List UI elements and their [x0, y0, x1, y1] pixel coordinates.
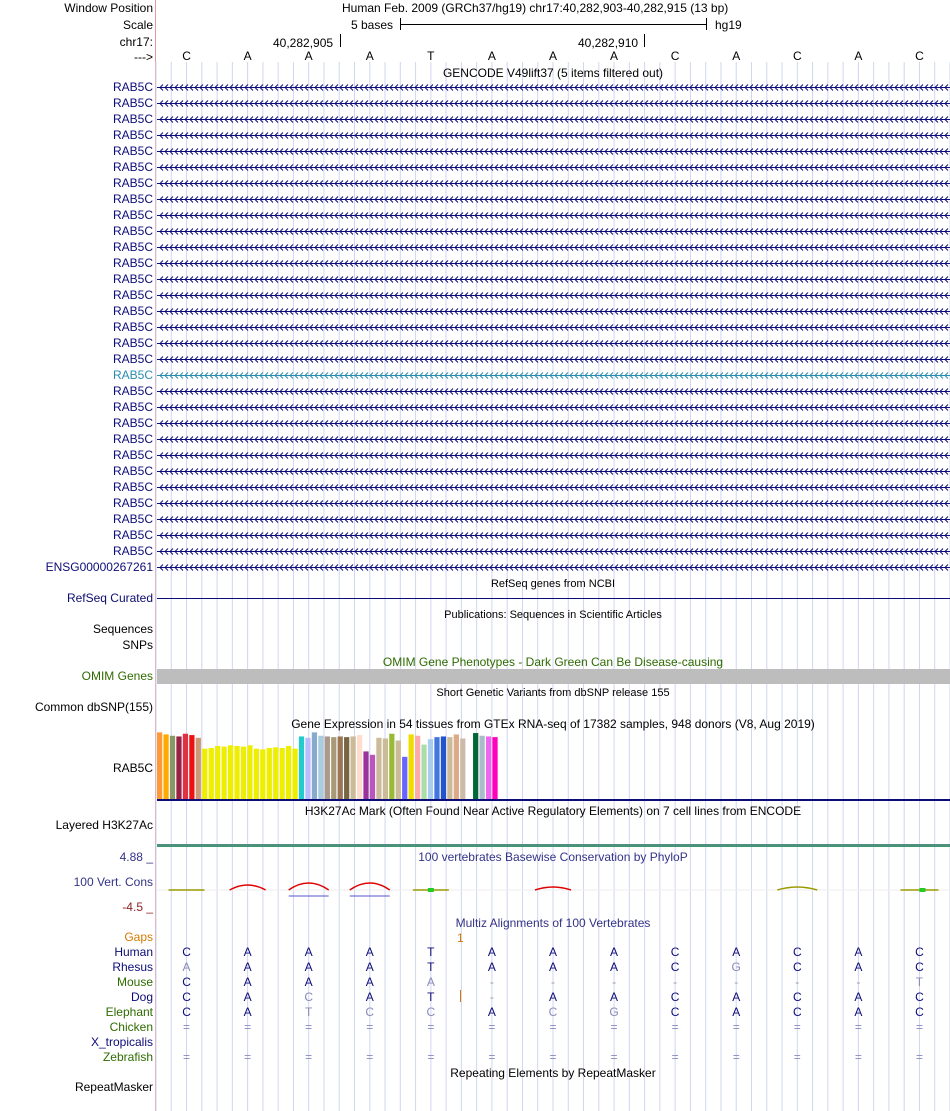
- aligned-base: A: [243, 960, 252, 974]
- aligned-base: A: [365, 945, 374, 959]
- gtex-label[interactable]: RAB5C: [112, 761, 153, 775]
- aligned-base: A: [304, 945, 313, 959]
- gencode-item-label[interactable]: RAB5C: [112, 544, 153, 558]
- aligned-base: =: [915, 1020, 923, 1034]
- reference-base: A: [243, 49, 252, 63]
- aligned-base: C: [182, 990, 191, 1004]
- gtex-tissue-bar: [183, 734, 188, 799]
- gencode-item-label[interactable]: RAB5C: [112, 240, 153, 254]
- aligned-base: =: [732, 1020, 740, 1034]
- aligned-base: -: [734, 975, 739, 989]
- aligned-base: T: [427, 990, 435, 1004]
- gtex-tissue-bar: [189, 735, 194, 799]
- aligned-base: =: [549, 1050, 557, 1064]
- aligned-base: =: [244, 1050, 252, 1064]
- dbsnp-title: Short Genetic Variants from dbSNP release 155: [436, 687, 670, 699]
- aligned-base: A: [854, 960, 863, 974]
- gtex-tissue-bar: [434, 737, 439, 799]
- reference-base: A: [732, 49, 741, 63]
- gencode-item-label[interactable]: RAB5C: [112, 144, 153, 158]
- gtex-tissue-bar: [409, 734, 414, 799]
- reference-base: A: [610, 49, 619, 63]
- publications-title: Publications: Sequences in Scientific Articles: [444, 609, 662, 621]
- gtex-tissue-bar: [241, 747, 246, 799]
- gtex-tissue-bar: [351, 736, 356, 799]
- gtex-tissue-bar: [215, 746, 220, 799]
- gtex-tissue-bar: [280, 748, 285, 799]
- aligned-base: G: [609, 1005, 619, 1019]
- aligned-base: A: [487, 945, 496, 959]
- aligned-base: C: [670, 1005, 680, 1019]
- coord-tick-2: 40,282,910: [578, 36, 639, 50]
- gaps-label[interactable]: Gaps: [124, 930, 153, 944]
- conservation-mark: [350, 883, 390, 890]
- scale-bar-right-tick: [706, 18, 707, 30]
- gencode-item-label[interactable]: RAB5C: [112, 368, 153, 382]
- aligned-base: A: [854, 1005, 863, 1019]
- aligned-base: G: [731, 960, 741, 974]
- aligned-base: A: [304, 975, 313, 989]
- gtex-expression-bars[interactable]: [156, 730, 950, 802]
- aligned-base: A: [610, 960, 619, 974]
- aligned-base: C: [182, 945, 191, 959]
- aligned-base: =: [915, 1050, 923, 1064]
- species-label[interactable]: Human: [114, 945, 153, 959]
- gtex-tissue-bar: [370, 755, 375, 799]
- gtex-tissue-bar: [196, 738, 201, 799]
- aligned-base: =: [549, 1020, 557, 1034]
- aligned-base: A: [548, 960, 557, 974]
- gtex-tissue-bar: [202, 749, 207, 799]
- gtex-tissue-bar: [454, 734, 459, 799]
- aligned-base: =: [427, 1020, 435, 1034]
- aligned-base: -: [673, 975, 678, 989]
- aligned-base: A: [243, 945, 252, 959]
- gtex-title: Gene Expression in 54 tissues from GTEx RNA-seq of 17382 samples, 948 donors (V8, Aug 2019): [291, 717, 815, 731]
- scale-bar-left-tick: [400, 18, 401, 30]
- conservation-green-mark: [428, 888, 434, 892]
- coord-tick-1: 40,282,905: [273, 36, 334, 50]
- aligned-base: A: [365, 990, 374, 1004]
- gencode-item-label[interactable]: RAB5C: [112, 528, 153, 542]
- aligned-base: A: [548, 945, 557, 959]
- aligned-base: C: [792, 945, 802, 959]
- gencode-item-label[interactable]: RAB5C: [112, 96, 153, 110]
- gtex-tissue-bar: [363, 751, 368, 799]
- aligned-base: -: [795, 975, 800, 989]
- aligned-base: A: [243, 1005, 252, 1019]
- reference-base: C: [792, 49, 802, 63]
- conservation-mark: [230, 885, 266, 890]
- aligned-base: A: [182, 960, 191, 974]
- species-label[interactable]: X_tropicalis: [90, 1035, 153, 1049]
- gencode-item-label[interactable]: RAB5C: [112, 464, 153, 478]
- gtex-tissue-bar: [389, 734, 394, 799]
- species-label[interactable]: Mouse: [116, 975, 153, 989]
- aligned-base: =: [183, 1020, 191, 1034]
- omim-label[interactable]: OMIM Genes: [81, 669, 153, 683]
- gtex-tissue-bar: [473, 733, 478, 799]
- aligned-base: C: [182, 975, 191, 989]
- conservation-min: -4.5 _: [122, 900, 153, 914]
- aligned-base: =: [610, 1020, 618, 1034]
- aligned-base: A: [854, 945, 863, 959]
- gencode-item-label[interactable]: RAB5C: [112, 320, 153, 334]
- repeatmasker-title: Repeating Elements by RepeatMasker: [450, 1066, 656, 1080]
- gtex-tissue-bar: [157, 732, 162, 799]
- aligned-base: =: [732, 1050, 740, 1064]
- aligned-base: A: [548, 990, 557, 1004]
- gencode-item-label[interactable]: RAB5C: [112, 160, 153, 174]
- aligned-base: A: [243, 975, 252, 989]
- aligned-base: T: [915, 975, 924, 989]
- aligned-base: C: [670, 990, 680, 1004]
- gtex-tissue-bar: [376, 738, 381, 799]
- gtex-tissue-bar: [222, 747, 227, 799]
- gtex-tissue-bar: [318, 736, 323, 799]
- aligned-base: =: [793, 1020, 801, 1034]
- species-label[interactable]: Zebrafish: [102, 1050, 153, 1064]
- gtex-tissue-bar: [273, 747, 278, 799]
- gencode-item-label[interactable]: RAB5C: [112, 416, 153, 430]
- gencode-item-label[interactable]: RAB5C: [112, 352, 153, 366]
- repeatmasker-label[interactable]: RepeatMasker: [74, 1080, 153, 1094]
- gtex-tissue-bar: [305, 738, 310, 799]
- refseq-gene-line[interactable]: [157, 598, 950, 599]
- aligned-base: C: [670, 960, 680, 974]
- omim-title: OMIM Gene Phenotypes - Dark Green Can Be Disease-causing: [382, 655, 724, 669]
- aligned-base: C: [792, 990, 802, 1004]
- h3k27ac-signal[interactable]: [157, 844, 950, 847]
- reference-base: C: [915, 49, 924, 63]
- aligned-base: =: [427, 1050, 435, 1064]
- species-label[interactable]: Elephant: [105, 1005, 153, 1019]
- h3k27ac-label[interactable]: Layered H3K27Ac: [55, 818, 153, 832]
- aligned-base: T: [427, 960, 435, 974]
- aligned-base: C: [915, 1005, 924, 1019]
- refseq-title: RefSeq genes from NCBI: [490, 578, 616, 590]
- gtex-tissue-bar: [460, 738, 465, 799]
- gencode-item-label[interactable]: RAB5C: [112, 80, 153, 94]
- aligned-base: A: [365, 960, 374, 974]
- gencode-item-label[interactable]: RAB5C: [112, 512, 153, 526]
- gencode-transcripts[interactable]: [156, 80, 950, 580]
- reference-base: A: [365, 49, 374, 63]
- aligned-base: A: [854, 990, 863, 1004]
- reference-base: C: [670, 49, 680, 63]
- aligned-base: A: [304, 960, 313, 974]
- gencode-item-label[interactable]: RAB5C: [112, 208, 153, 222]
- gencode-item-label[interactable]: RAB5C: [112, 304, 153, 318]
- gtex-tissue-bar: [421, 745, 426, 799]
- conservation-label[interactable]: 100 Vert. Cons: [73, 875, 153, 889]
- aligned-base: A: [732, 945, 741, 959]
- gencode-item-label[interactable]: ENSG00000267261: [45, 560, 153, 574]
- gtex-tissue-bar: [170, 736, 175, 799]
- aligned-base: T: [305, 1005, 313, 1019]
- gencode-item-label[interactable]: RAB5C: [112, 288, 153, 302]
- aligned-base: =: [488, 1020, 496, 1034]
- aligned-base: A: [365, 975, 374, 989]
- gtex-tissue-bar: [260, 749, 265, 799]
- h3k27ac-title: H3K27Ac Mark (Often Found Near Active Regulatory Elements) on 7 cell lines from ENCODE: [304, 804, 802, 818]
- aligned-base: -: [612, 975, 617, 989]
- aligned-base: =: [305, 1050, 313, 1064]
- aligned-base: C: [304, 990, 314, 1004]
- gencode-item-label[interactable]: RAB5C: [112, 384, 153, 398]
- gtex-tissue-bar: [325, 736, 330, 799]
- aligned-base: A: [426, 975, 435, 989]
- gencode-title: GENCODE V49lift37 (5 items filtered out): [442, 66, 664, 80]
- scale-label: Scale: [122, 18, 153, 32]
- gtex-tissue-bar: [447, 737, 452, 799]
- gtex-tissue-bar: [163, 734, 168, 799]
- aligned-base: A: [487, 1005, 496, 1019]
- gtex-baseline: [157, 799, 950, 801]
- chrom-label: chr17:: [119, 35, 153, 49]
- reference-base: A: [548, 49, 557, 63]
- gtex-tissue-bar: [402, 757, 407, 799]
- conservation-graph[interactable]: [156, 870, 950, 910]
- dbsnp-label[interactable]: Common dbSNP(155): [34, 700, 153, 714]
- aligned-base: =: [305, 1020, 313, 1034]
- conservation-title: 100 vertebrates Basewise Conservation by PhyloP: [418, 850, 688, 864]
- publications-label-line1[interactable]: Sequences: [92, 622, 153, 636]
- gtex-tissue-bar: [480, 736, 485, 799]
- gtex-tissue-bar: [292, 749, 297, 799]
- gtex-tissue-bar: [357, 735, 362, 799]
- coord-tick-2-mark: [644, 34, 645, 47]
- aligned-base: A: [243, 990, 252, 1004]
- gtex-tissue-bar: [338, 736, 343, 799]
- window-position-label: Window Position: [64, 1, 153, 15]
- aligned-base: =: [183, 1050, 191, 1064]
- aligned-base: C: [915, 990, 924, 1004]
- gtex-tissue-bar: [344, 737, 349, 799]
- assembly-label: hg19: [715, 18, 742, 32]
- publications-label-line2[interactable]: SNPs: [122, 638, 153, 652]
- gtex-tissue-bar: [486, 736, 491, 799]
- coord-tick-1-mark: [340, 34, 341, 47]
- gtex-tissue-bar: [247, 745, 252, 799]
- aligned-base: =: [671, 1050, 679, 1064]
- aligned-base: =: [488, 1050, 496, 1064]
- reference-base: T: [427, 49, 435, 63]
- aligned-base: =: [366, 1020, 374, 1034]
- aligned-base: C: [915, 960, 924, 974]
- gtex-tissue-bar: [267, 748, 272, 799]
- gtex-tissue-bar: [286, 746, 291, 799]
- aligned-base: =: [793, 1050, 801, 1064]
- gencode-item-label[interactable]: RAB5C: [112, 272, 153, 286]
- insertion-mark: [460, 990, 461, 1002]
- gencode-item-label[interactable]: RAB5C: [112, 112, 153, 126]
- gtex-tissue-bar: [467, 741, 472, 799]
- gencode-item-label[interactable]: RAB5C: [112, 496, 153, 510]
- aligned-base: -: [551, 975, 555, 989]
- reference-base: A: [487, 49, 496, 63]
- scale-bar: [400, 24, 706, 25]
- aligned-base: =: [610, 1050, 618, 1064]
- gtex-tissue-bar: [396, 741, 401, 799]
- refseq-label[interactable]: RefSeq Curated: [66, 591, 153, 605]
- multiz-title: Multiz Alignments of 100 Vertebrates: [455, 916, 651, 930]
- gencode-item-label[interactable]: RAB5C: [112, 192, 153, 206]
- gtex-tissue-bar: [383, 738, 388, 799]
- gtex-tissue-bar: [234, 746, 239, 799]
- reference-base: A: [304, 49, 313, 63]
- gencode-item-label[interactable]: RAB5C: [112, 480, 153, 494]
- gencode-item-label[interactable]: RAB5C: [112, 224, 153, 238]
- species-label[interactable]: Rhesus: [112, 960, 153, 974]
- gencode-item-label[interactable]: RAB5C: [112, 128, 153, 142]
- gtex-tissue-bar: [176, 736, 181, 799]
- position-text: Human Feb. 2009 (GRCh37/hg19) chr17:40,282,903-40,282,915 (13 bp): [342, 1, 729, 15]
- gap-count: 1: [457, 931, 464, 945]
- gtex-tissue-bar: [428, 739, 433, 799]
- gtex-tissue-bar: [228, 745, 233, 799]
- gencode-item-label[interactable]: RAB5C: [112, 336, 153, 350]
- reference-base: A: [854, 49, 863, 63]
- gtex-tissue-bar: [299, 736, 304, 799]
- aligned-base: =: [366, 1050, 374, 1064]
- scale-text: 5 bases: [351, 18, 394, 32]
- aligned-base: C: [365, 1005, 375, 1019]
- aligned-base: =: [671, 1020, 679, 1034]
- aligned-base: A: [732, 990, 741, 1004]
- gtex-tissue-bar: [209, 748, 214, 799]
- species-label[interactable]: Dog: [130, 990, 153, 1004]
- conservation-max: 4.88 _: [119, 850, 153, 864]
- gtex-tissue-bar: [331, 737, 336, 799]
- aligned-base: -: [489, 975, 494, 989]
- strand-label: --->: [134, 50, 153, 64]
- aligned-base: C: [670, 945, 680, 959]
- gtex-tissue-bar: [415, 736, 420, 799]
- aligned-base: -: [489, 990, 494, 1004]
- gencode-item-label[interactable]: RAB5C: [112, 448, 153, 462]
- aligned-base: A: [487, 960, 496, 974]
- conservation-green-mark: [919, 888, 925, 892]
- gtex-tissue-bar: [254, 749, 259, 799]
- aligned-base: -: [856, 975, 861, 989]
- gtex-tissue-bar: [492, 737, 497, 799]
- conservation-mark: [289, 883, 329, 890]
- aligned-base: A: [610, 945, 619, 959]
- aligned-base: C: [548, 1005, 558, 1019]
- aligned-base: =: [854, 1020, 862, 1034]
- aligned-base: C: [426, 1005, 436, 1019]
- aligned-base: T: [427, 945, 435, 959]
- aligned-base: A: [732, 1005, 741, 1019]
- aligned-base: C: [792, 1005, 802, 1019]
- omim-feature-bar[interactable]: [157, 669, 950, 684]
- aligned-base: =: [854, 1050, 862, 1064]
- aligned-base: =: [244, 1020, 252, 1034]
- gtex-tissue-bar: [312, 732, 317, 799]
- gencode-item-label[interactable]: RAB5C: [112, 256, 153, 270]
- gencode-item-label[interactable]: RAB5C: [112, 432, 153, 446]
- gencode-item-label[interactable]: RAB5C: [112, 400, 153, 414]
- reference-base: C: [182, 49, 191, 63]
- aligned-base: C: [792, 960, 802, 974]
- gencode-item-label[interactable]: RAB5C: [112, 176, 153, 190]
- species-label[interactable]: Chicken: [109, 1020, 153, 1034]
- aligned-base: A: [610, 990, 619, 1004]
- gtex-tissue-bar: [441, 736, 446, 799]
- aligned-base: C: [915, 945, 924, 959]
- aligned-base: C: [182, 1005, 191, 1019]
